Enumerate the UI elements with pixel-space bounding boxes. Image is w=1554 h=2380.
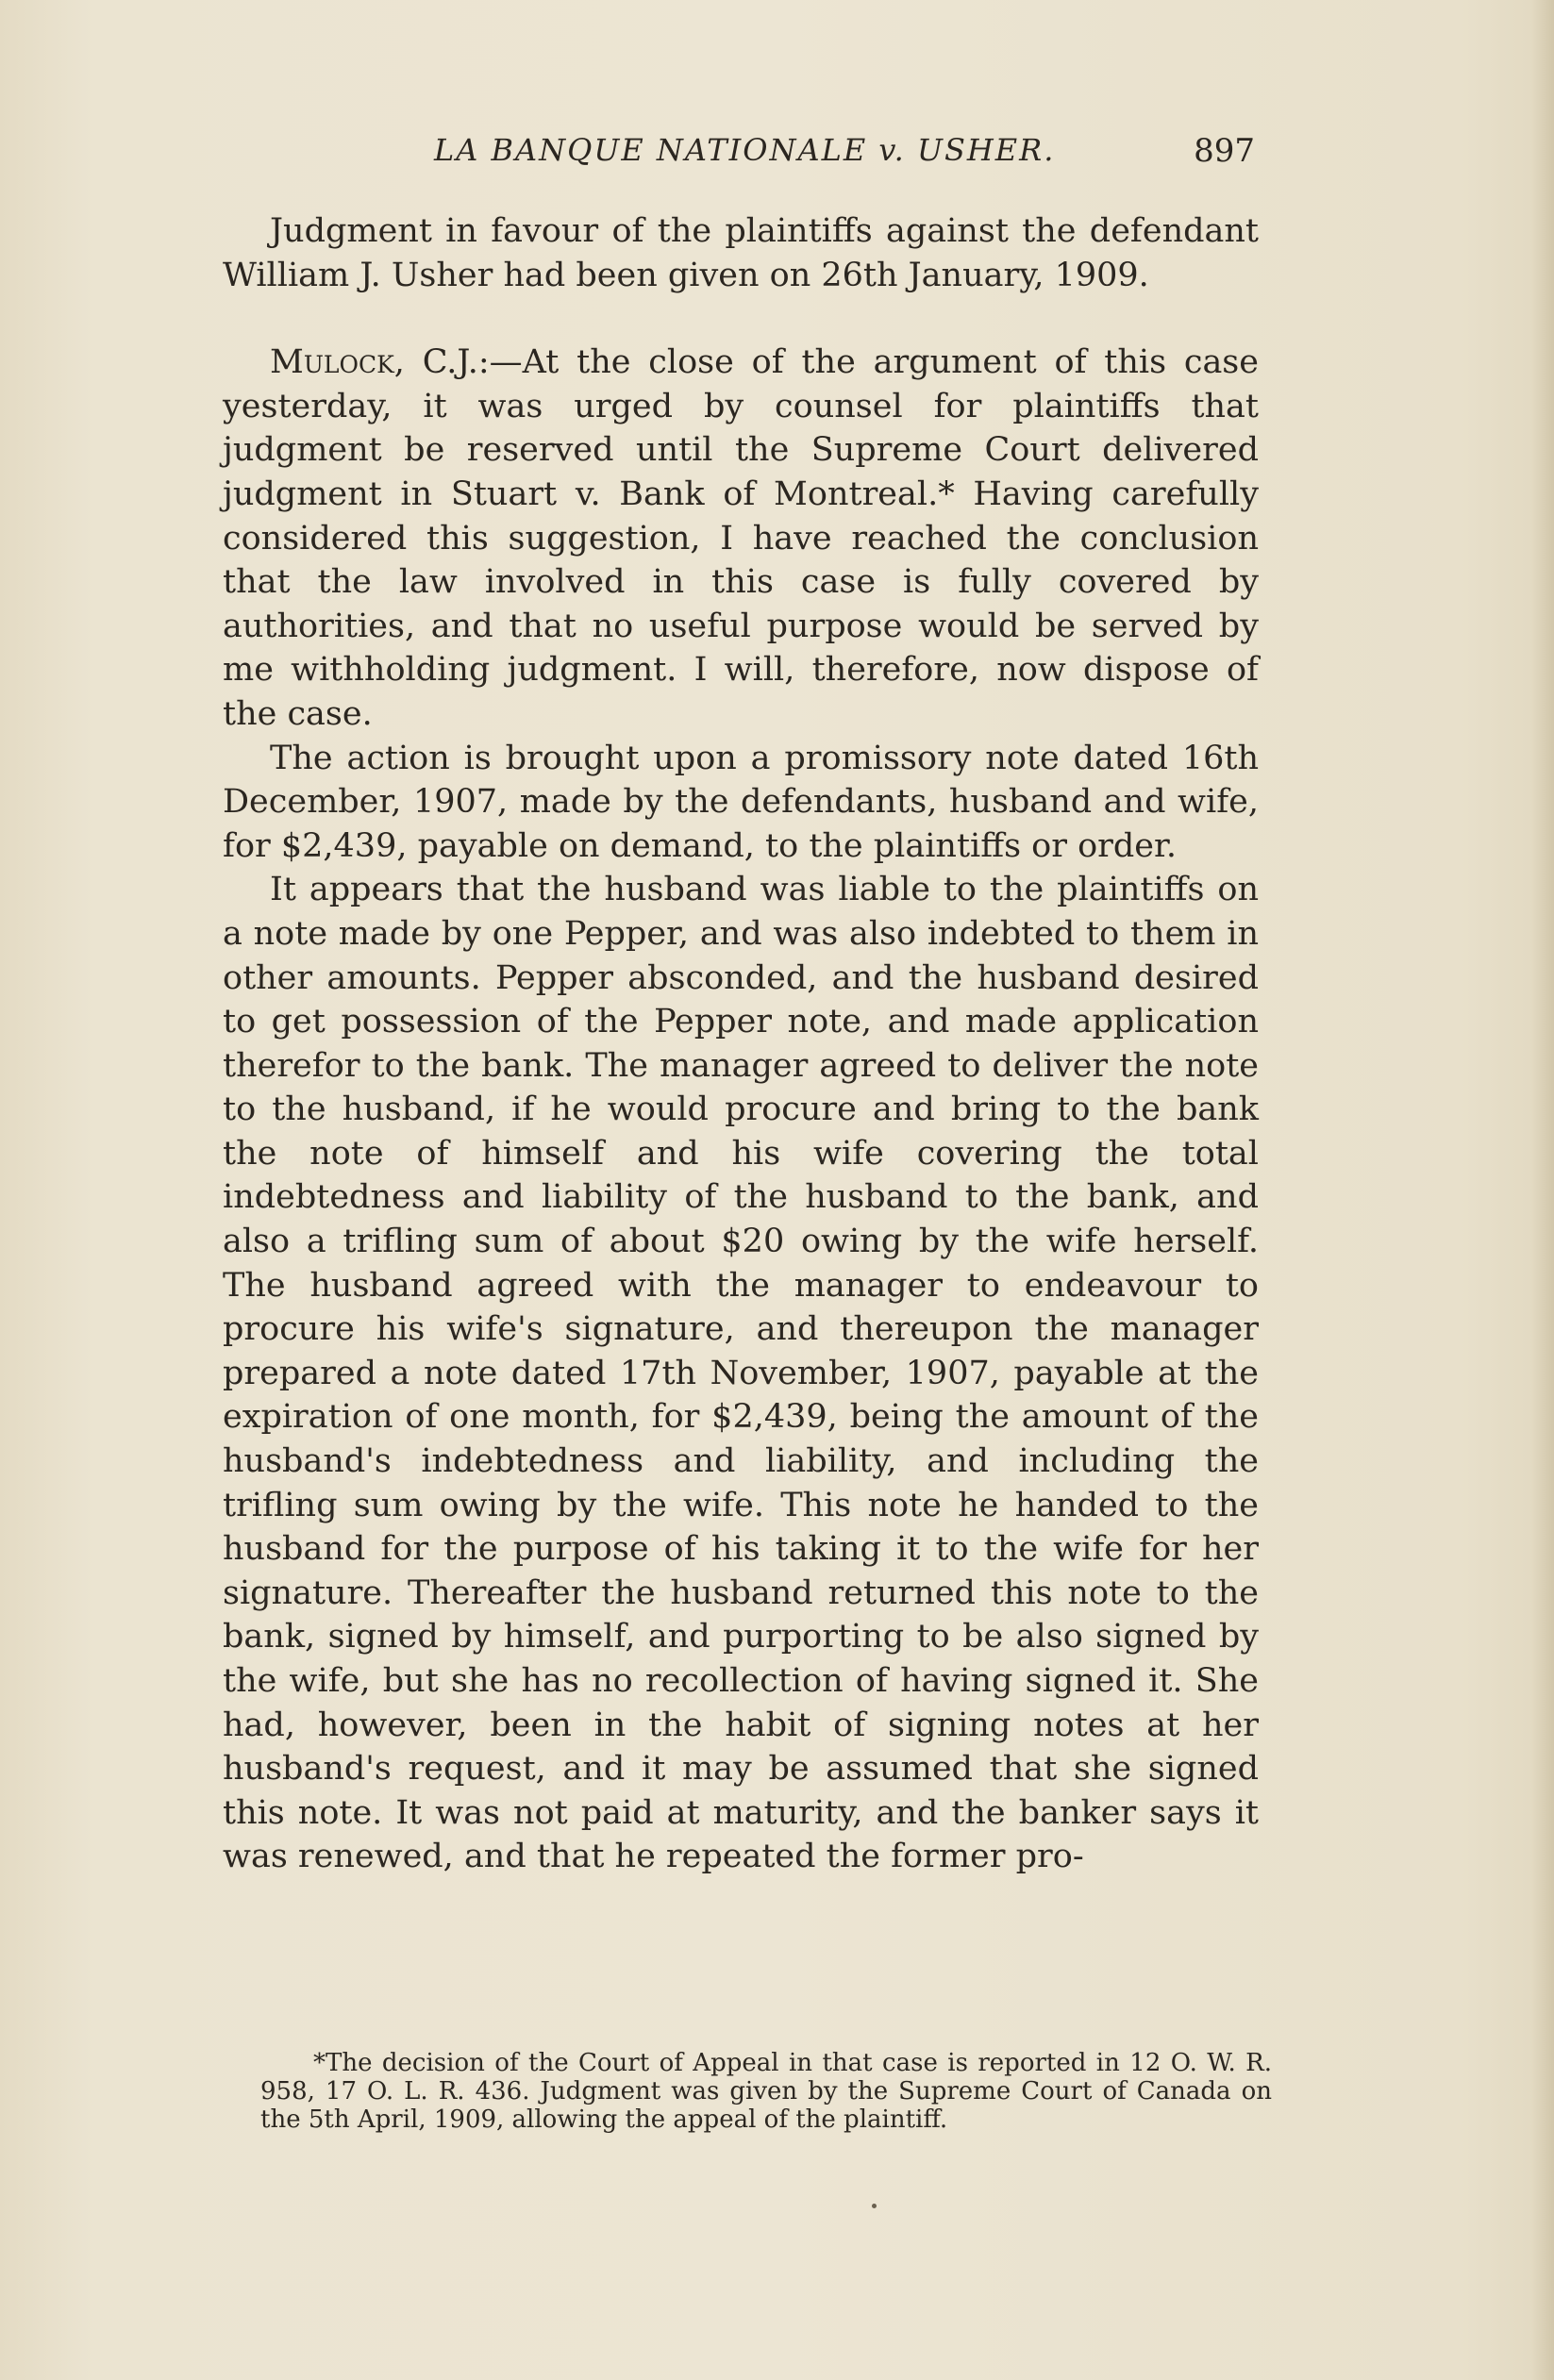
opinion-paragraph <box>223 341 1259 736</box>
footnote <box>260 2049 1272 2134</box>
main-text <box>223 209 1259 1879</box>
footnote-text: *The decision of the Court of Appeal in that case is reported in 12 O. W. R. 958, 17 O. L. R. 436. Judgment was given by the Supreme Court of Canada on the 5th April, 1909, allowing the appeal of the plaintiff. <box>260 2049 1272 2134</box>
page-mark <box>872 2204 877 2208</box>
running-title: LA BANQUE NATIONALE v. USHER. <box>434 132 1056 168</box>
judge-name: Mulock, C.J. <box>270 343 478 382</box>
judgment-note-paragraph: Judgment in favour of the plaintiffs against the defendant William J. Usher had been given on 26th January, 1909. <box>223 212 1259 294</box>
page-edge-shadow <box>1531 0 1554 2380</box>
opinion-text: :—At the close of the argument of this case yesterday, it was urged by counsel for plaintiffs that judgment be reserved until the Supreme Court delivered judgment in Stuart v. Bank of Montreal.* Having carefully considered this suggestion, I have reached the conclusion that the law involved in this case is fully covered by authorities, and that no useful purpose would be served by me withholding judgment. I will, therefore, now dispose of the case. <box>223 343 1259 733</box>
facts-paragraph: It appears that the husband was liable to the plaintiffs on a note made by one Pepper, and was also indebted to them in other amounts. Pepper absconded, and the husband desired to get possession of the Pepper note, and made application therefor to the bank. The manager agreed to deliver the note to the husband, if he would procure and bring to the bank the note of himself and his wife covering the total indebtedness and liability of the husband to the bank, and also a trifling sum of about $20 owing by the wife herself. The husband agreed with the manager to endeavour to procure his wife's signature, and thereupon the manager prepared a note dated 17th November, 1907, payable at the expiration of one month, for $2,439, being the amount of the husband's indebtedness and liability, and including the trifling sum owing by the wife. This note he handed to the husband for the purpose of his taking it to the wife for her signature. Thereafter the husband returned this note to the bank, signed by himself, and purporting to be also signed by the wife, but she has no recollection of having signed it. She had, however, been in the habit of signing notes at her husband's request, and it may be assumed that she signed this note. It was not paid at maturity, and the banker says it was renewed, and that he repeated the former pro- <box>223 871 1259 1876</box>
page-number: 897 <box>1194 132 1255 170</box>
action-paragraph: The action is brought upon a promissory note dated 16th December, 1907, made by the defendants, husband and wife, for $2,439, payable on demand, to the plaintiffs or order. <box>223 739 1259 865</box>
page-header <box>226 132 1255 179</box>
